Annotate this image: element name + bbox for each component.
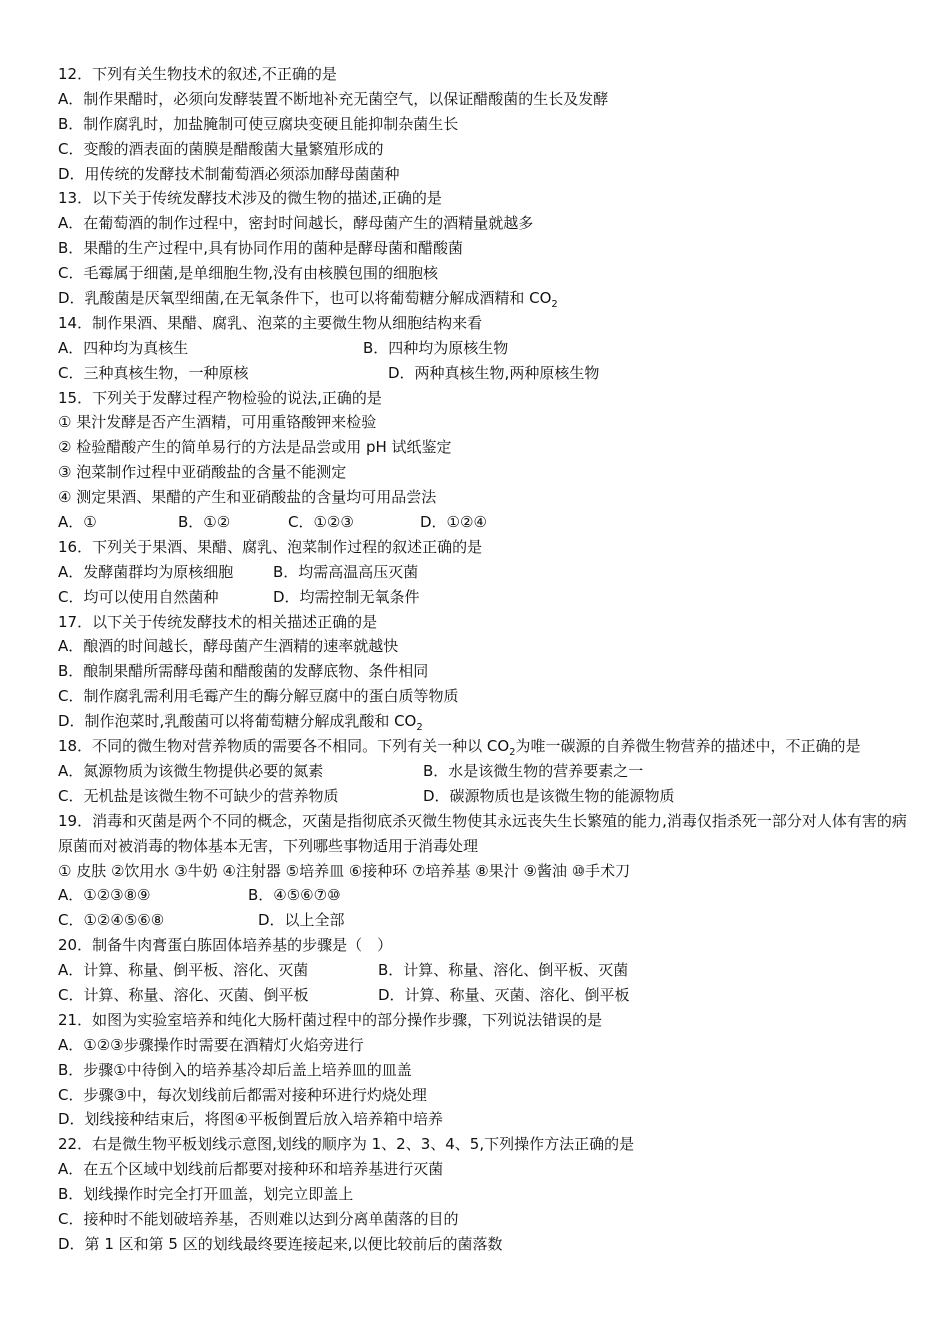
question-15-item-1: ① 果汁发酵是否产生酒精，可用重铬酸钾来检验 — [58, 413, 377, 432]
question-15-item-4: ④ 测定果酒、果醋的产生和亚硝酸盐的含量均可用品尝法 — [58, 488, 437, 507]
question-15-options — [58, 510, 910, 535]
question-17-option-d — [58, 709, 910, 734]
question-14-option-d: D．两种真核生物,两种原核生物 — [388, 363, 600, 382]
question-18-options-row-2 — [58, 784, 910, 809]
question-20-option-d: D．计算、称量、灭菌、溶化、倒平板 — [378, 986, 630, 1004]
question-14-options-row-2 — [58, 361, 910, 386]
question-22-option-d: D．第 1 区和第 5 区的划线最终要连接起来,以便比较前后的菌落数 — [58, 1234, 503, 1253]
question-22-stem: 22．右是微生物平板划线示意图,划线的顺序为 1、2、3、4、5,下列操作方法正确的是 — [58, 1135, 635, 1154]
question-13-option-d — [58, 286, 910, 311]
question-17-option-a: A．酿酒的时间越长，酵母菌产生酒精的速率就越快 — [58, 637, 399, 656]
question-20-options-row-2 — [58, 983, 910, 1008]
question-18-option-d: D．碳源物质也是该微生物的能源物质 — [423, 786, 675, 805]
question-13-option-a: A．在葡萄酒的制作过程中，密封时间越长，酵母菌产生的酒精量就越多 — [58, 214, 534, 233]
question-21-stem: 21．如图为实验室培养和纯化大肠杆菌过程中的部分操作步骤，下列说法错误的是 — [58, 1010, 603, 1029]
question-18-option-b: B．水是该微生物的营养要素之一 — [423, 761, 644, 780]
question-14-option-a: A．四种均为真核生 — [58, 338, 189, 357]
question-15-stem: 15．下列关于发酵过程产物检验的说法,正确的是 — [58, 388, 382, 407]
question-19-option-a: A．①②③⑧⑨ — [58, 886, 151, 905]
question-13-option-d-text: D．乳酸菌是厌氧型细菌,在无氧条件下，也可以将葡萄糖分解成酒精和 CO — [58, 289, 552, 308]
question-18-option-a: A．氮源物质为该微生物提供必要的氮素 — [58, 761, 324, 780]
question-14-options-row-1 — [58, 336, 910, 361]
question-15-option-b: B．①② — [178, 513, 231, 532]
question-16-option-d: D．均需控制无氧条件 — [273, 587, 420, 606]
question-13-option-b: B．果醋的生产过程中,具有协同作用的菌种是酵母菌和醋酸菌 — [58, 239, 464, 258]
question-15-option-a: A．① — [58, 513, 97, 532]
question-20-stem: 20．制备牛肉膏蛋白胨固体培养基的步骤是（ ） — [58, 936, 393, 955]
question-13-stem: 13．以下关于传统发酵技术涉及的微生物的描述,正确的是 — [58, 189, 442, 208]
question-21-option-c: C．步骤③中，每次划线前后都需对接种环进行灼烧处理 — [58, 1085, 427, 1104]
question-12-option-d: D．用传统的发酵技术制葡萄酒必须添加酵母菌菌种 — [58, 164, 400, 183]
question-15-option-d: D．①②④ — [420, 513, 487, 532]
question-17-option-c: C．制作腐乳需利用毛霉产生的酶分解豆腐中的蛋白质等物质 — [58, 687, 459, 706]
question-12-option-c: C．变酸的酒表面的菌膜是醋酸菌大量繁殖形成的 — [58, 139, 384, 158]
question-22-option-b: B．划线操作时完全打开皿盖，划完立即盖上 — [58, 1185, 354, 1204]
subscript-2: 2 — [509, 747, 516, 759]
question-15-option-c: C．①②③ — [288, 513, 354, 532]
question-17-stem: 17．以下关于传统发酵技术的相关描述正确的是 — [58, 612, 378, 631]
question-19-options-row-1 — [58, 883, 910, 908]
question-18-options-row-1 — [58, 759, 910, 784]
question-20-option-a: A．计算、称量、倒平板、溶化、灭菌 — [58, 961, 309, 980]
question-20-option-c: C．计算、称量、溶化、灭菌、倒平板 — [58, 986, 309, 1004]
subscript-2: 2 — [416, 722, 423, 734]
question-15-item-3: ③ 泡菜制作过程中亚硝酸盐的含量不能测定 — [58, 463, 347, 482]
question-16-option-b: B．均需高温高压灭菌 — [273, 562, 419, 581]
question-19-option-c: C．①②④⑤⑥⑧ — [58, 911, 165, 930]
question-20-options-row-1 — [58, 958, 910, 983]
question-16-options-row-2 — [58, 585, 910, 610]
subscript-2: 2 — [551, 299, 558, 311]
question-17-option-b: B．酿制果醋所需酵母菌和醋酸菌的发酵底物、条件相同 — [58, 662, 429, 681]
question-19-option-b: B．④⑤⑥⑦⑩ — [248, 886, 341, 905]
question-14-option-c: C．三种真核生物，一种原核 — [58, 363, 249, 382]
question-18-stem-part-2: 为唯一碳源的自养微生物营养的描述中，不正确的是 — [515, 737, 861, 756]
question-16-option-a: A．发酵菌群均为原核细胞 — [58, 562, 234, 581]
question-12-option-b: B．制作腐乳时，加盐腌制可使豆腐块变硬且能抑制杂菌生长 — [58, 114, 459, 133]
question-16-option-c: C．均可以使用自然菌种 — [58, 587, 219, 606]
question-19-options-row-2 — [58, 908, 910, 933]
question-20-option-b: B．计算、称量、溶化、倒平板、灭菌 — [378, 961, 629, 980]
question-14-stem: 14．制作果酒、果醋、腐乳、泡菜的主要微生物从细胞结构来看 — [58, 313, 483, 332]
question-18-stem — [58, 734, 910, 759]
question-16-options-row-1 — [58, 560, 910, 585]
question-17-option-d-text: D．制作泡菜时,乳酸菌可以将葡萄糖分解成乳酸和 CO — [58, 712, 417, 731]
question-12-stem: 12．下列有关生物技术的叙述,不正确的是 — [58, 65, 337, 83]
question-19-option-d: D．以上全部 — [258, 911, 345, 930]
question-19-items: ① 皮肤 ②饮用水 ③牛奶 ④注射器 ⑤培养皿 ⑥接种环 ⑦培养基 ⑧果汁 ⑨酱油 ⑩手术刀 — [58, 861, 631, 880]
question-12-option-a: A．制作果醋时，必须向发酵装置不断地补充无菌空气，以保证醋酸菌的生长及发酵 — [58, 89, 609, 108]
question-18-option-c: C．无机盐是该微生物不可缺少的营养物质 — [58, 786, 339, 805]
question-22-option-c: C．接种时不能划破培养基，否则难以达到分离单菌落的目的 — [58, 1210, 459, 1229]
question-18-stem-part-1: 18．不同的微生物对营养物质的需要各不相同。下列有关一种以 CO — [58, 737, 510, 756]
question-21-option-a: A．①②③步骤操作时需要在酒精灯火焰旁进行 — [58, 1035, 364, 1054]
question-22-option-a: A．在五个区域中划线前后都要对接种环和培养基进行灭菌 — [58, 1160, 444, 1179]
question-19-stem: 19．消毒和灭菌是两个不同的概念，灭菌是指彻底杀灭微生物使其永远丧失生长繁殖的能力,消毒仅指杀死一部分对人体有害的病原菌而对被消毒的物体基本无害，下列哪些事物适用于消毒处理 — [58, 811, 907, 855]
question-15-item-2: ② 检验醋酸产生的简单易行的方法是品尝或用 pH 试纸鉴定 — [58, 438, 452, 457]
question-13-option-c: C．毛霉属于细菌,是单细胞生物,没有由核膜包围的细胞核 — [58, 264, 439, 283]
question-21-option-b: B．步骤①中待倒入的培养基冷却后盖上培养皿的皿盖 — [58, 1060, 412, 1079]
question-16-stem: 16．下列关于果酒、果醋、腐乳、泡菜制作过程的叙述正确的是 — [58, 537, 483, 556]
question-21-option-d: D．划线接种结束后，将图④平板倒置后放入培养箱中培养 — [58, 1110, 444, 1129]
question-14-option-b: B．四种均为原核生物 — [363, 338, 509, 357]
